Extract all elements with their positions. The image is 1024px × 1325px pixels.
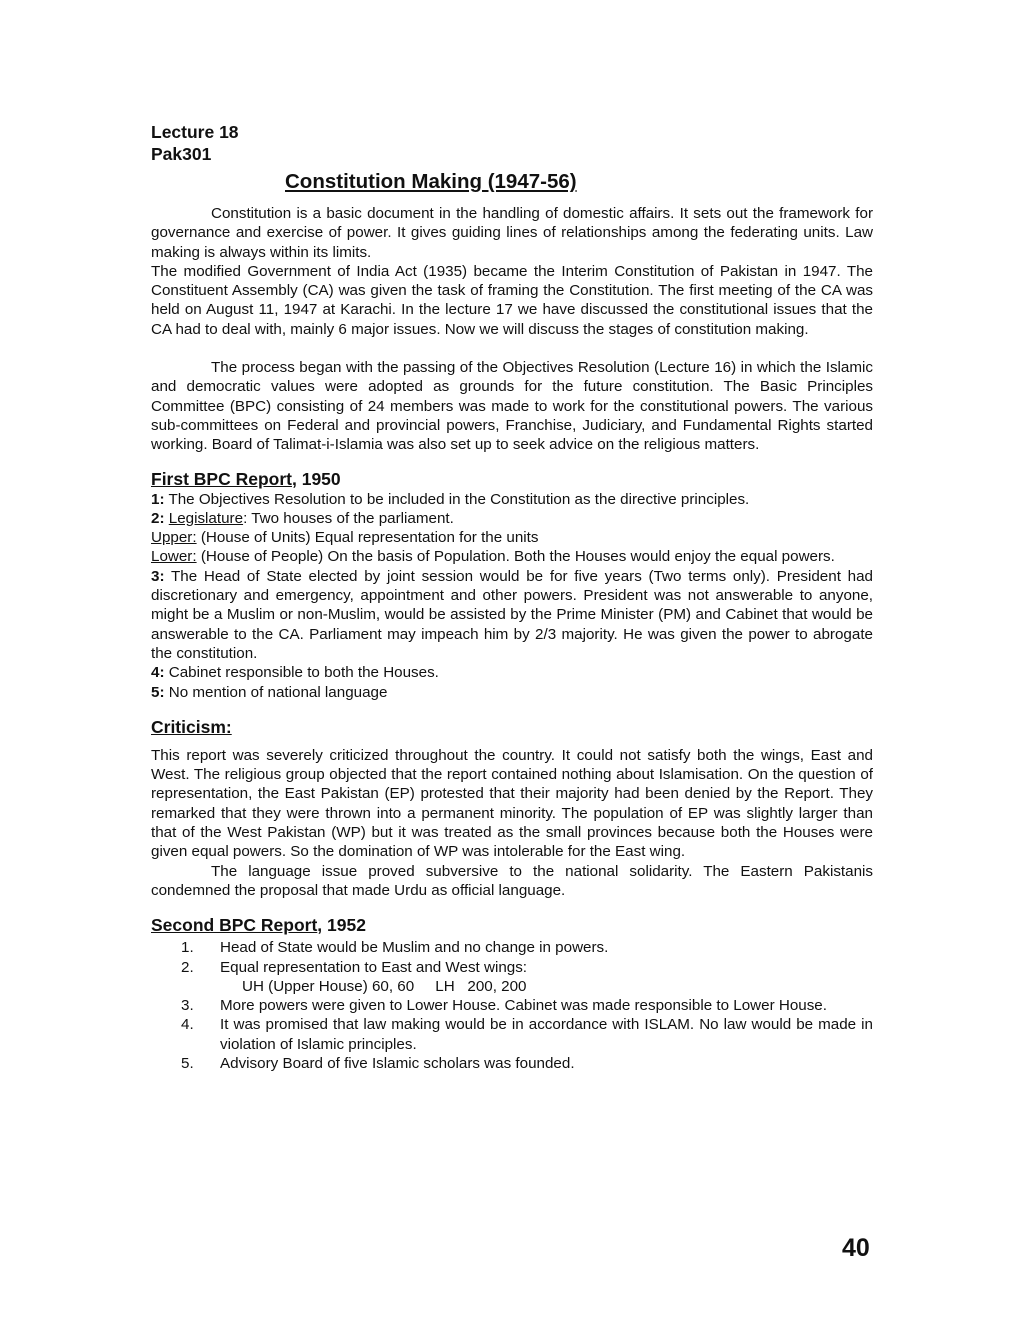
first-bpc-item-3: 3: The Head of State elected by joint session would be for five years (Two terms only). President had discretionary and emergency, appointment and other powers. President was not answerable to anyone, might be a Muslim or non-Muslim, would be assisted by the Prime Minister (PM) and Cabinet that would be answerable to the CA. Parliament may impeach him by 2/3 majority. He was given the power to abrogate the constitution. (151, 567, 873, 662)
first-bpc-lower-house: Lower: (House of People) On the basis of Population. Both the Houses would enjoy the equal powers. (151, 548, 835, 566)
page-title: Constitution Making (1947-56) (285, 170, 577, 193)
first-bpc-upper-house: Upper: (House of Units) Equal representation for the units (151, 529, 539, 547)
first-bpc-item-4: 4: Cabinet responsible to both the Houses. (151, 664, 439, 682)
intro-paragraph-1: Constitution is a basic document in the handling of domestic affairs. It sets out the framework for governance and exercise of power. It gives guiding lines of relationships among the federating units. Law making is always within its limits. (151, 205, 873, 261)
lecture-number: Lecture 18 (151, 122, 239, 142)
document-page (151, 121, 873, 1073)
list-item: 4. It was promised that law making would be in accordance with ISLAM. No law would be made in violation of Islamic principles. (181, 1016, 873, 1053)
first-bpc-item-2: 2: Legislature: Two houses of the parliament. (151, 509, 454, 527)
list-item: 1. Head of State would be Muslim and no change in powers. (181, 939, 609, 957)
first-bpc-item-5: 5: No mention of national language (151, 683, 388, 701)
first-bpc-heading: First BPC Report, 1950 (151, 468, 341, 489)
criticism-heading: Criticism: (151, 716, 232, 737)
list-item: 2. Equal representation to East and West wings: UH (Upper House) 60, 60 LH 200, 200 (151, 958, 873, 997)
course-code: Pak301 (151, 144, 212, 164)
intro-paragraph-2: The modified Government of India Act (1935) became the Interim Constitution of Pakistan in 1947. The Constituent Assembly (CA) was given the task of framing the Constitution. The first meeting of the CA was held on August 11, 1947 at Karachi. In the lecture 17 we have discussed the constitutional issues that the CA had to deal with, mainly 6 major issues. Now we will discuss the stages of constitution making. (151, 262, 873, 338)
criticism-paragraph-2: The language issue proved subversive to the national solidarity. The Eastern Pakistanis condemned the proposal that made Urdu as official language. (151, 862, 873, 899)
second-bpc-list (151, 938, 873, 1073)
first-bpc-item-1: 1: The Objectives Resolution to be included in the Constitution as the directive principles. (151, 490, 750, 508)
representation-detail: UH (Upper House) 60, 60 LH 200, 200 (242, 977, 527, 995)
list-item: 3. More powers were given to Lower House. Cabinet was made responsible to Lower House. (181, 997, 827, 1015)
criticism-paragraph-1: This report was severely criticized throughout the country. It could not satisfy both the wings, East and West. The religious group objected that the report contained nothing about Islamisation. On the question of representation, the East Pakistan (EP) protested that their majority had been denied by the Report. They remarked that they were thrown into a permanent minority. The population of EP was slightly larger than that of the West Pakistan (WP) but it was treated as the small provinces because both the Houses were given equal powers. So the domination of WP was intolerable for the East wing. (151, 746, 873, 861)
intro-paragraph-3: The process began with the passing of the Objectives Resolution (Lecture 16) in which the Islamic and democratic values were adopted as grounds for the future constitution. The Basic Principles Committee (BPC) consisting of 24 members was made to work for the constitutional powers. The various sub-committees on Federal and provincial powers, Franchise, Judiciary, and Fundamental Rights started working. Board of Talimat-i-Islamia was also set up to seek advice on the religious matters. (151, 359, 873, 454)
list-item: 5. Advisory Board of five Islamic scholars was founded. (181, 1054, 575, 1072)
page-number: 40 (842, 1234, 870, 1262)
second-bpc-heading: Second BPC Report, 1952 (151, 915, 366, 936)
